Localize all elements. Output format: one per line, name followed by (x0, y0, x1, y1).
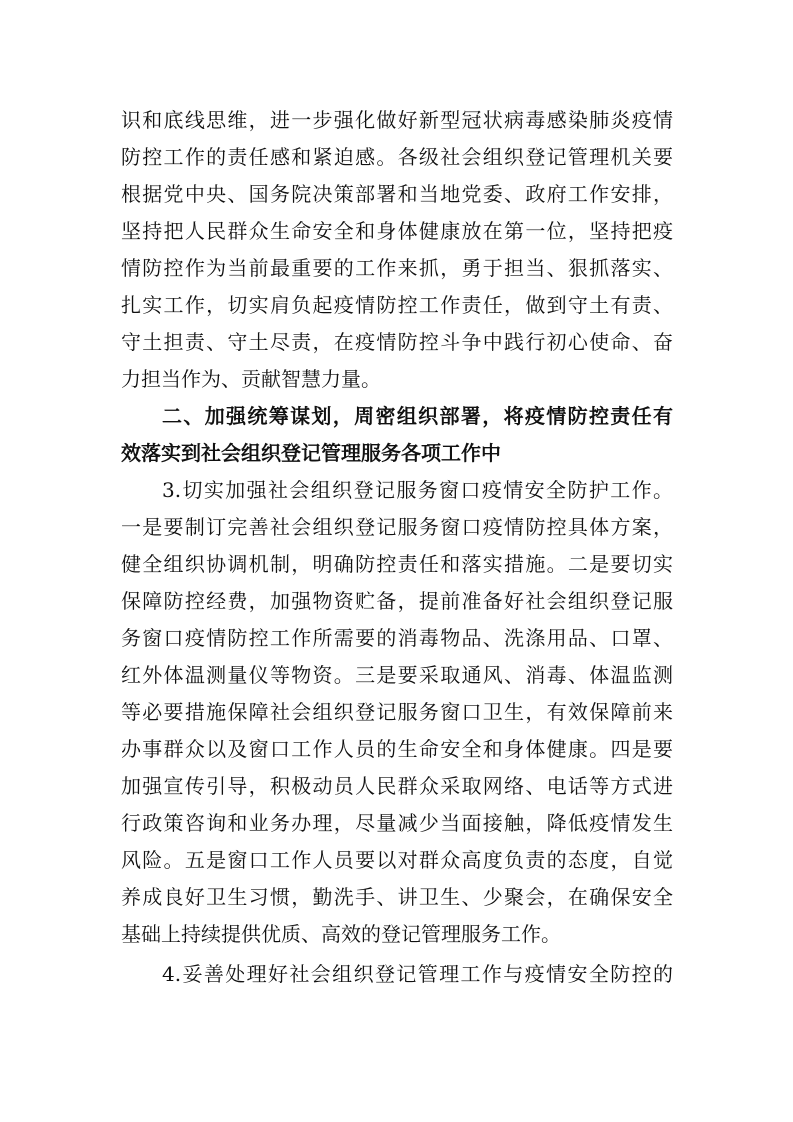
paragraph-line: 务窗口疫情防控工作所需要的消毒物品、洗涤用品、口罩、 (121, 626, 673, 650)
paragraph-line: 养成良好卫生习惯，勤洗手、讲卫生、少聚会，在确保安全 (121, 885, 673, 909)
paragraph-line: 坚持把人民群众生命安全和身体健康放在第一位，坚持把疫 (121, 219, 673, 243)
paragraph-line: 健全组织协调机制，明确防控责任和落实措施。二是要切实 (121, 552, 673, 576)
paragraph-line: 加强宣传引导，积极动员人民群众采取网络、电话等方式进 (121, 774, 673, 798)
section-heading: 二、加强统筹谋划，周密组织部署，将疫情防控责任有 (162, 404, 673, 428)
paragraph-line: 根据党中央、国务院决策部署和当地党委、政府工作安排， (121, 182, 673, 206)
paragraph-line: 守土担责、守土尽责，在疫情防控斗争中践行初心使命、奋 (121, 330, 673, 354)
paragraph-line: 等必要措施保障社会组织登记服务窗口卫生，有效保障前来 (121, 700, 673, 724)
paragraph-line: 风险。五是窗口工作人员要以对群众高度负责的态度，自觉 (121, 848, 673, 872)
paragraph-line: 力担当作为、贡献智慧力量。 (121, 367, 381, 391)
paragraph-line: 4.妥善处理好社会组织登记管理工作与疫情安全防控的 (162, 962, 673, 986)
paragraph-line: 防控工作的责任感和紧迫感。各级社会组织登记管理机关要 (121, 145, 673, 169)
paragraph-line: 识和底线思维，进一步强化做好新型冠状病毒感染肺炎疫情 (121, 108, 673, 132)
paragraph-line: 一是要制订完善社会组织登记服务窗口疫情防控具体方案， (121, 515, 673, 539)
paragraph-line: 红外体温测量仪等物资。三是要采取通风、消毒、体温监测 (121, 663, 673, 687)
paragraph-line: 情防控作为当前最重要的工作来抓，勇于担当、狠抓落实、 (121, 256, 673, 280)
paragraph-line: 保障防控经费，加强物资贮备，提前准备好社会组织登记服 (121, 589, 673, 613)
paragraph-line: 扎实工作，切实肩负起疫情防控工作责任，做到守土有责、 (121, 293, 673, 317)
paragraph-line: 3.切实加强社会组织登记服务窗口疫情安全防护工作。 (162, 478, 673, 502)
paragraph-line: 办事群众以及窗口工作人员的生命安全和身体健康。四是要 (121, 737, 673, 761)
paragraph-line: 行政策咨询和业务办理，尽量减少当面接触，降低疫情发生 (121, 811, 673, 835)
paragraph-line: 基础上持续提供优质、高效的登记管理服务工作。 (121, 922, 561, 946)
section-heading: 效落实到社会组织登记管理服务各项工作中 (121, 441, 501, 465)
